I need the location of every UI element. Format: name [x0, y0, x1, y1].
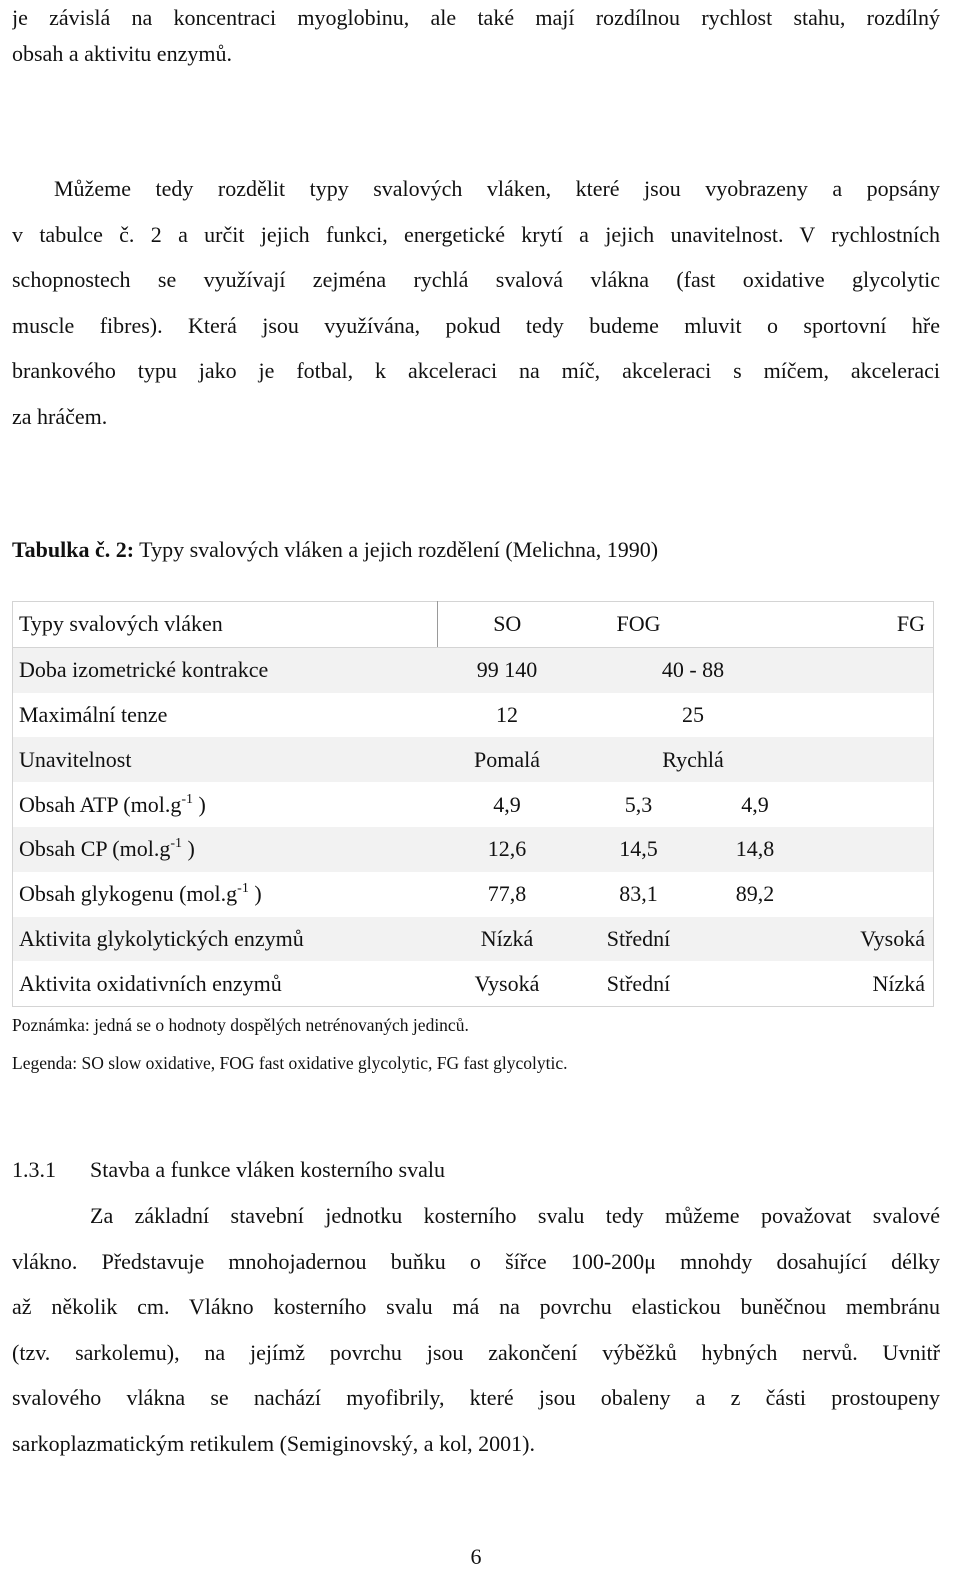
cell-fog-fg: 25	[682, 701, 704, 727]
section-title: Stavba a funkce vláken kosterního svalu	[90, 1157, 445, 1182]
cell-so: 77,8	[487, 881, 527, 907]
table-legend: Legenda: SO slow oxidative, FOG fast oxidative glycolytic, FG fast glycolytic.	[12, 1053, 568, 1073]
cell-fog: 14,5	[577, 827, 701, 872]
cell-fg: 4,9	[741, 791, 769, 817]
section-heading	[12, 1154, 445, 1186]
cell-empty	[810, 647, 934, 692]
header-spacer	[701, 602, 810, 648]
row-label: Aktivita oxidativních enzymů	[13, 961, 438, 1006]
text-line: sarkoplazmatickým retikulem (Semiginovský, a kol, 2001).	[12, 1430, 536, 1456]
cell-fg: Nízká	[810, 961, 934, 1006]
cell-fg: 89,2	[735, 881, 775, 907]
table-row	[13, 647, 934, 692]
cell-fog: 5,3	[624, 791, 653, 817]
table-note: Poznámka: jedná se o hodnoty dospělých netrénovaných jedinců.	[12, 1015, 469, 1035]
header-fog: FOG	[577, 602, 701, 648]
cell-fog-fg: 40 - 88	[577, 647, 810, 692]
text-line: Můžeme tedy rozdělit typy svalových vláken, které jsou vyobrazeny a popsány	[54, 176, 940, 201]
fiber-types-table	[12, 601, 934, 1007]
table-row	[13, 737, 934, 782]
header-fiber-types: Typy svalových vláken	[13, 602, 438, 648]
text-line: (tzv. sarkolemu), na jejímž povrchu jsou zakončení výběžků hybných nervů. Uvnitř	[12, 1339, 940, 1365]
cell-so: Nízká	[438, 917, 577, 962]
cell-so: 99 140	[438, 647, 577, 692]
row-label: Maximální tenze	[13, 693, 438, 738]
table-row	[13, 693, 934, 738]
table-caption	[12, 534, 658, 566]
text-line: svalového vlákna se nachází myofibrily, které jsou obaleny a z části prostoupeny	[12, 1385, 940, 1410]
text-line: schopnostech se využívají zejména rychlá svalová vlákna (fast oxidative glycolytic	[12, 267, 940, 292]
section-number: 1.3.1	[12, 1157, 56, 1182]
row-label: Aktivita glykolytických enzymů	[13, 917, 438, 962]
text-line: za hráčem.	[12, 403, 108, 429]
text-line: muscle fibres). Která jsou využívána, pokud tedy budeme mluvit o sportovní hře	[12, 312, 940, 338]
table-header-row	[13, 602, 934, 648]
cell-empty	[810, 737, 934, 782]
table-caption-label: Tabulka č. 2:	[12, 537, 135, 562]
table-row	[13, 917, 934, 962]
paragraph-intro-continuation	[12, 0, 940, 72]
table-row	[13, 782, 934, 827]
cell-empty	[810, 827, 934, 872]
cell-fog: Střední	[577, 917, 701, 962]
cell-fog: Střední	[577, 961, 701, 1006]
paragraph-fiber-types	[12, 166, 940, 439]
page-number: 6	[470, 1544, 482, 1569]
row-label: Obsah glykogenu ($mol.g^{-1}$ )	[13, 872, 438, 917]
text-line: v tabulce č. 2 a určit jejich funkci, energetické krytí a jejich unavitelnost. V rychlostních	[12, 221, 940, 247]
table-row	[13, 961, 934, 1006]
cell-so: 4,9	[493, 791, 521, 817]
table-row	[13, 872, 934, 917]
cell-empty	[810, 693, 934, 738]
row-label: Unavitelnost	[13, 737, 438, 782]
text-line: vlákno. Představuje mnohojadernou buňku o šířce 100-200μ mnohdy dosahující délky	[12, 1248, 940, 1274]
row-label: Obsah CP ($mol.g^{-1}$ )	[13, 827, 438, 872]
cell-so: 12	[496, 701, 518, 727]
cell-fg: 14,8	[701, 827, 810, 872]
cell-empty	[701, 917, 810, 962]
table-caption-text: Typy svalových vláken a jejich rozdělení (Melichna, 1990)	[134, 537, 659, 562]
cell-fog: 83,1	[619, 881, 658, 907]
row-label: Doba izometrické kontrakce	[13, 647, 438, 692]
paragraph-muscle-fiber-structure	[12, 1193, 940, 1466]
cell-so: Vysoká	[438, 961, 577, 1006]
cell-so: 12,6	[438, 827, 577, 872]
cell-empty	[701, 961, 810, 1006]
header-fg: FG	[810, 602, 934, 648]
table-row	[13, 827, 934, 872]
text-line: je závislá na koncentraci myoglobinu, ale také mají rozdílnou rychlost stahu, rozdílný	[12, 5, 940, 30]
text-line: obsah a aktivitu enzymů.	[12, 41, 232, 66]
cell-fg: Vysoká	[810, 917, 934, 962]
cell-fog-fg: Rychlá	[577, 737, 810, 782]
cell-empty	[810, 872, 934, 917]
cell-so: Pomalá	[438, 737, 577, 782]
cell-empty	[810, 782, 934, 827]
header-so: SO	[438, 602, 577, 648]
text-line: brankového typu jako je fotbal, k akceleraci na míč, akceleraci s míčem, akceleraci	[12, 358, 940, 383]
text-line: Za základní stavební jednotku kosterního svalu tedy můžeme považovat svalové	[90, 1203, 940, 1228]
text-line: až několik cm. Vlákno kosterního svalu má na povrchu elastickou buněčnou membránu	[12, 1294, 940, 1319]
row-label: Obsah ATP ($mol.g^{-1}$ )	[13, 782, 438, 827]
document-page	[12, 0, 940, 1596]
